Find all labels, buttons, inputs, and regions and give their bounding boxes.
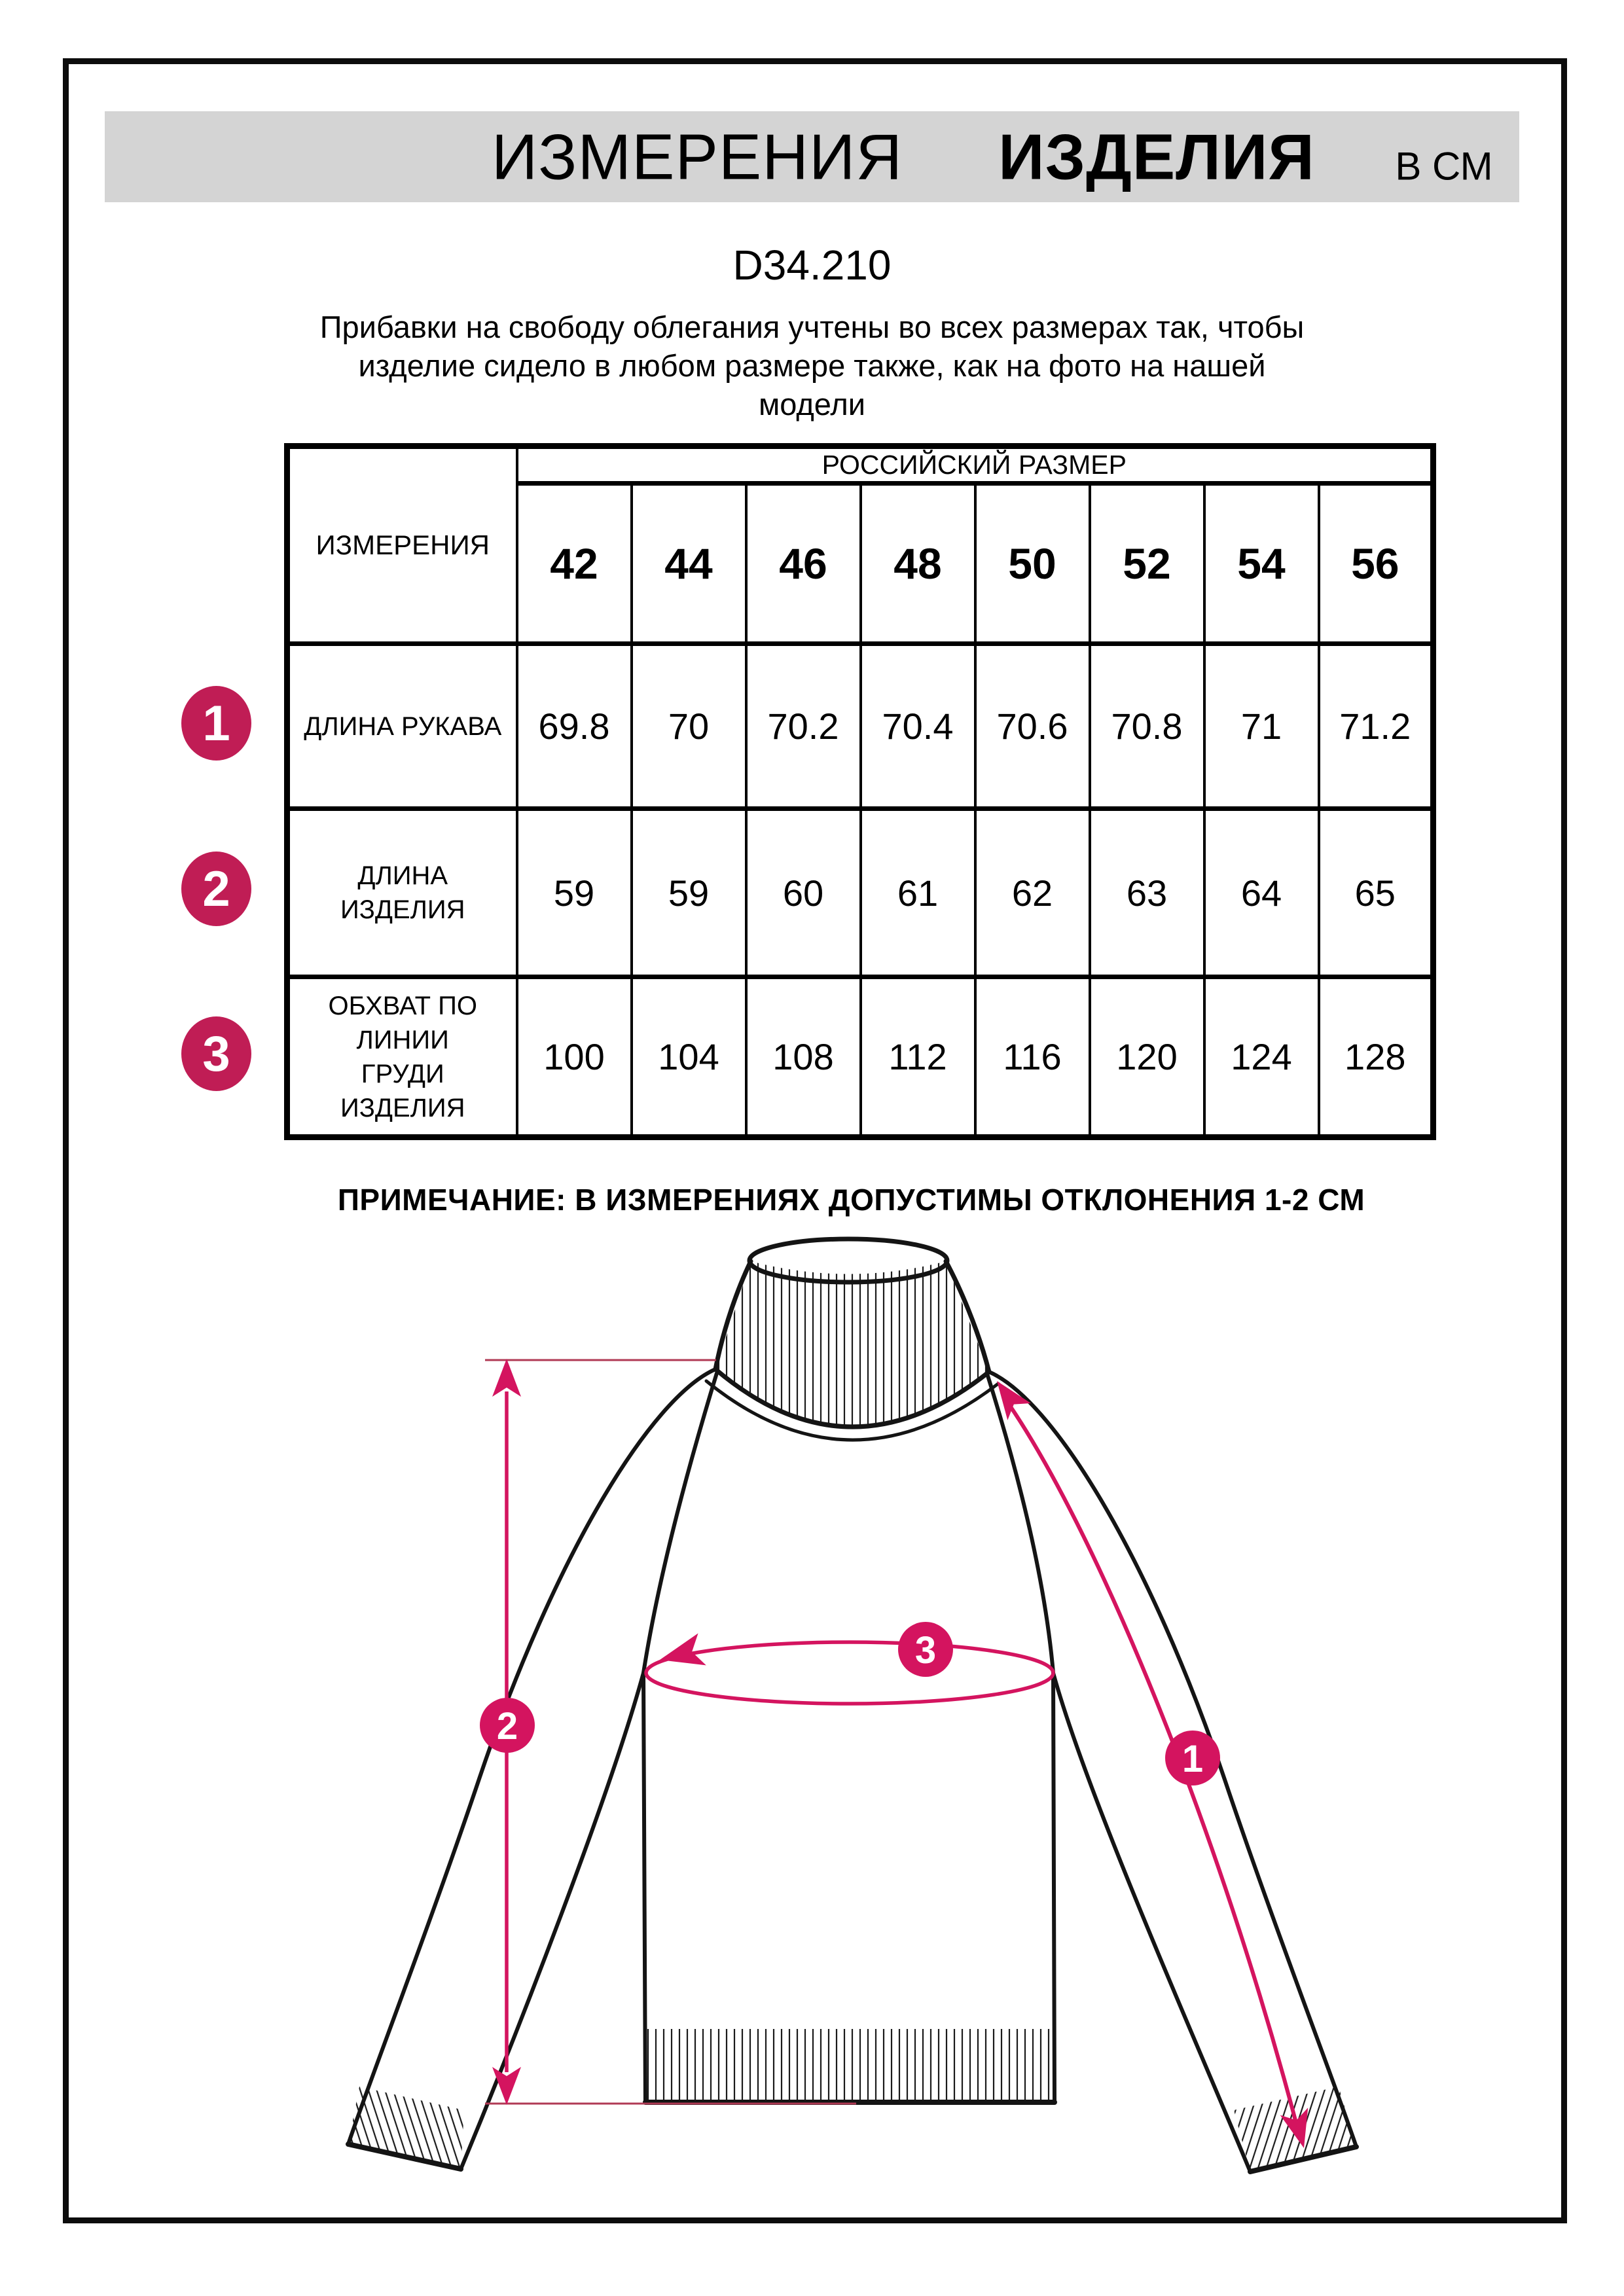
sleeve-arrow-line: [1003, 1395, 1300, 2138]
value-cell: 59: [517, 809, 632, 977]
diagram-marker-3: [898, 1622, 953, 1677]
size-table: [284, 443, 1436, 1140]
size-col-52: 52: [1090, 484, 1204, 644]
intro-line-3: модели: [758, 387, 866, 422]
size-col-42: 42: [517, 484, 632, 644]
tolerance-note: ПРИМЕЧАНИЕ: В ИЗМЕРЕНИЯХ ДОПУСТИМЫ ОТКЛОНЕНИЯ 1-2 СМ: [337, 1183, 1365, 1217]
row-marker-2: 2: [181, 852, 251, 926]
size-col-48: 48: [861, 484, 975, 644]
title-banner: [105, 111, 1519, 202]
value-cell: 112: [861, 977, 975, 1138]
diagram-marker-2: [480, 1698, 535, 1753]
body-left-side: [643, 1673, 645, 2102]
size-col-50: 50: [975, 484, 1090, 644]
table-row-chest-girth: [287, 977, 1434, 1138]
row-label-sleeve-length: ДЛИНА РУКАВА: [287, 644, 517, 809]
row-marker-1: 1: [181, 686, 251, 761]
value-cell: 100: [517, 977, 632, 1138]
value-cell: 108: [746, 977, 861, 1138]
size-col-54: 54: [1204, 484, 1319, 644]
banner-unit-label: В СМ: [1395, 144, 1493, 188]
sweater-diagram: [0, 1198, 1624, 2245]
svg-text:1: 1: [1182, 1738, 1204, 1780]
size-col-56: 56: [1319, 484, 1434, 644]
left-sleeve-outer-edge: [348, 1369, 715, 2144]
product-code: D34.210: [732, 242, 892, 289]
table-row-product-length: [287, 809, 1434, 977]
value-cell: 70.8: [1090, 644, 1204, 809]
row-marker-3: 3: [181, 1016, 251, 1091]
value-cell: 64: [1204, 809, 1319, 977]
value-cell: 104: [632, 977, 746, 1138]
size-col-46: 46: [746, 484, 861, 644]
row-label-product-length: ДЛИНА ИЗДЕЛИЯ: [287, 809, 517, 977]
table-row-sleeve-length: [287, 644, 1434, 809]
table-header-row: [287, 446, 1434, 484]
body-right-side: [1053, 1673, 1055, 2102]
value-cell: 69.8: [517, 644, 632, 809]
measurements-header-cell: ИЗМЕРЕНИЯ: [287, 446, 517, 644]
value-cell: 62: [975, 809, 1090, 977]
value-cell: 70.6: [975, 644, 1090, 809]
right-sleeve-inner-edge: [1053, 1673, 1250, 2172]
intro-line-1: Прибавки на свободу облегания учтены во всех размерах так, чтобы: [319, 310, 1305, 344]
length-arrow-head-top: [492, 1359, 521, 1397]
hem-ribbing: [647, 2029, 1053, 2101]
value-cell: 70.4: [861, 644, 975, 809]
diagram-marker-1: [1165, 1731, 1220, 1785]
value-cell: 128: [1319, 977, 1434, 1138]
value-cell: 71.2: [1319, 644, 1434, 809]
value-cell: 70.2: [746, 644, 861, 809]
value-cell: 116: [975, 977, 1090, 1138]
value-cell: 65: [1319, 809, 1434, 977]
chest-girth-ellipse: [646, 1642, 1053, 1704]
left-raglan-seam: [643, 1373, 717, 1673]
value-cell: 61: [861, 809, 975, 977]
banner-title-measurements: ИЗМЕРЕНИЯ: [491, 120, 903, 192]
value-cell: 120: [1090, 977, 1204, 1138]
row-label-chest-girth: ОБХВАТ ПО ЛИНИИ ГРУДИ ИЗДЕЛИЯ: [287, 977, 517, 1138]
value-cell: 124: [1204, 977, 1319, 1138]
value-cell: 71: [1204, 644, 1319, 809]
value-cell: 59: [632, 809, 746, 977]
russian-size-header-cell: РОССИЙСКИЙ РАЗМЕР: [517, 446, 1434, 484]
svg-text:2: 2: [496, 1705, 518, 1748]
chest-arrow-head: [656, 1633, 706, 1676]
intro-line-2: изделие сидело в любом размере также, как на фото на нашей: [358, 348, 1266, 383]
value-cell: 60: [746, 809, 861, 977]
banner-title-product: ИЗДЕЛИЯ: [998, 120, 1315, 192]
value-cell: 70: [632, 644, 746, 809]
intro-paragraph: [0, 308, 1624, 423]
svg-text:3: 3: [914, 1629, 937, 1672]
value-cell: 63: [1090, 809, 1204, 977]
size-col-44: 44: [632, 484, 746, 644]
